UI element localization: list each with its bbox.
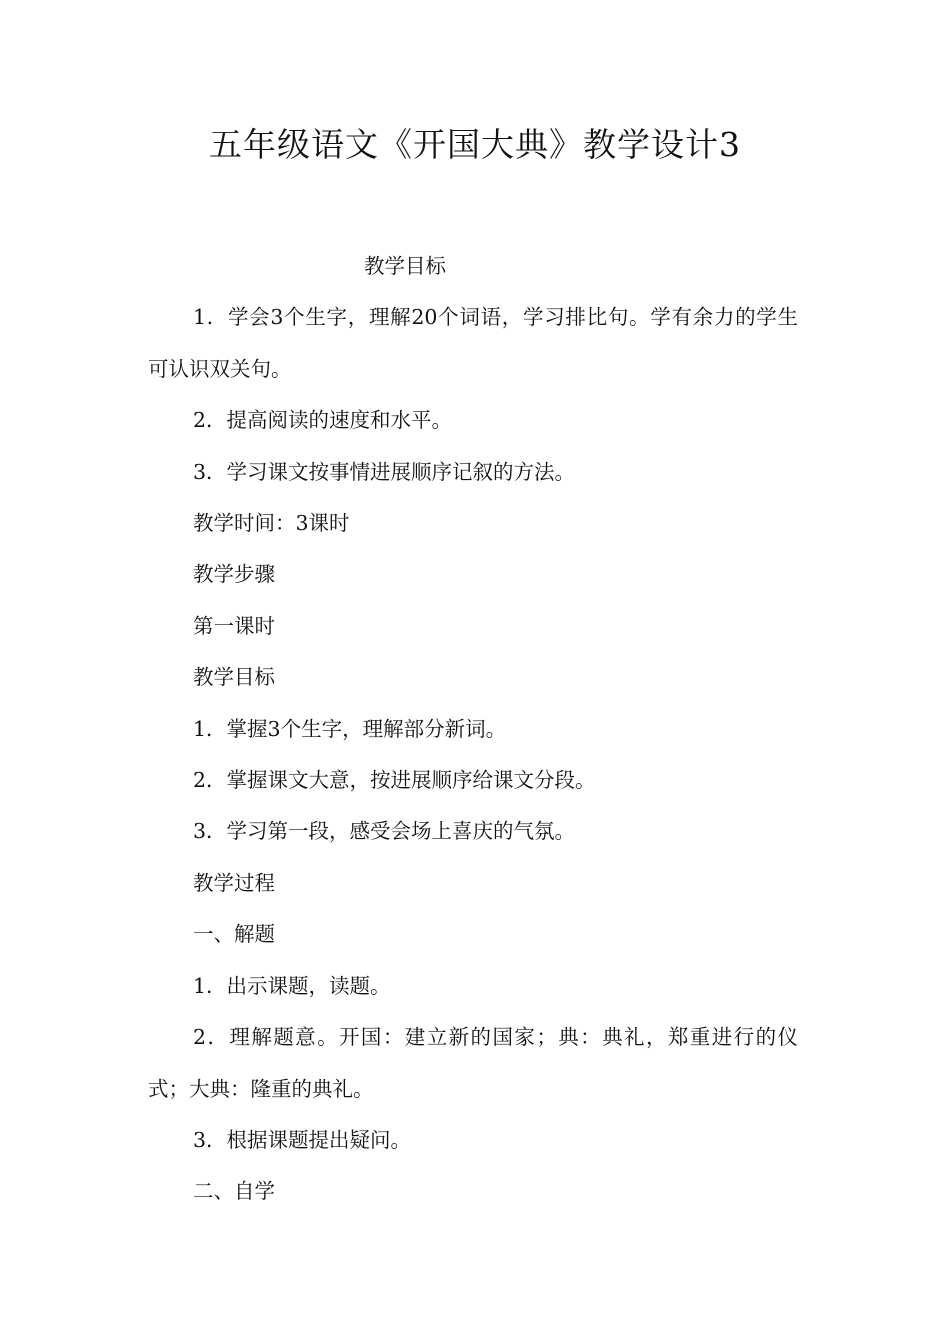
section-heading: 教学目标 [364, 254, 446, 278]
paragraph: 教学过程 [193, 870, 275, 895]
paragraph: 2．理解题意。开国：建立新的国家；典：典礼，郑重进行的仪式；大典：隆重的典礼。 [148, 1025, 798, 1101]
paragraph: 教学步骤 [193, 562, 275, 587]
paragraph: 3．学习第一段，感受会场上喜庆的气氛。 [193, 819, 576, 844]
document-title: 五年级语文《开国大典》教学设计3 [209, 125, 741, 164]
paragraph: 第一课时 [193, 613, 275, 638]
document-body [148, 241, 798, 1218]
paragraph: 1．掌握3个生字，理解部分新词。 [193, 716, 507, 741]
paragraph: 3．学习课文按事情进展顺序记叙的方法。 [193, 459, 576, 484]
paragraph: 2．掌握课文大意，按进展顺序给课文分段。 [193, 768, 596, 793]
paragraph: 一、解题 [193, 922, 275, 947]
paragraph: 2．提高阅读的速度和水平。 [193, 408, 453, 433]
paragraph: 1．出示课题，读题。 [193, 973, 391, 998]
paragraph: 3．根据课题提出疑问。 [193, 1127, 412, 1152]
paragraph: 教学时间：3课时 [193, 511, 350, 536]
paragraph: 1．学会3个生字，理解20个词语，学习排比句。学有余力的学生可认识双关句。 [148, 305, 798, 381]
paragraph: 二、自学 [193, 1179, 275, 1204]
paragraph: 教学目标 [193, 665, 275, 690]
